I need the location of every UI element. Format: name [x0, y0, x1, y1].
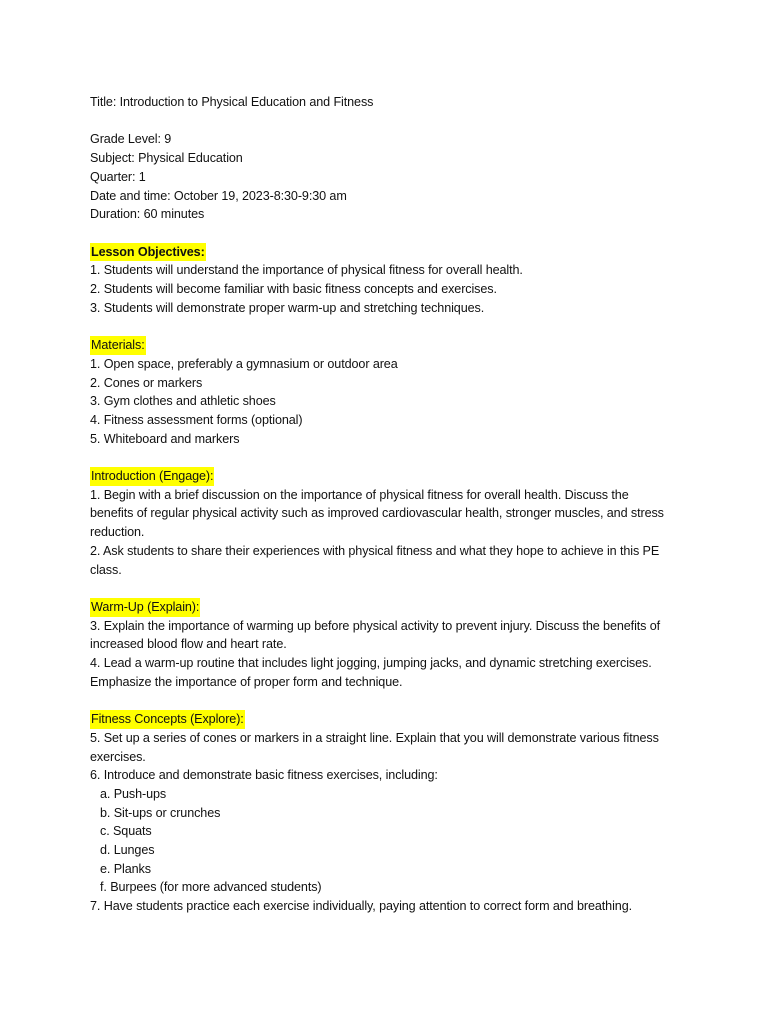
spacer — [90, 448, 690, 467]
fitness-heading-line — [90, 710, 690, 729]
material-item: 2. Cones or markers — [90, 375, 203, 390]
fitness-text-line: 5. Set up a series of cones or markers in a straight line. Explain that you will demonstrate various fitness — [90, 730, 659, 745]
fitness-text-line: exercises. — [90, 749, 146, 764]
spacer — [90, 224, 690, 243]
warmup-text-line: 3. Explain the importance of warming up before physical activity to prevent injury. Discuss the benefits of — [90, 618, 661, 633]
introduction-heading: Introduction (Engage): — [90, 467, 214, 486]
exercise-item: f. Burpees (for more advanced students) — [100, 880, 322, 895]
lesson-title: Title: Introduction to Physical Education and Fitness — [90, 95, 374, 109]
introduction-text-line: 2. Ask students to share their experiences with physical fitness and what they hope to achieve in this PE — [90, 543, 660, 558]
objectives-heading-line — [90, 243, 690, 262]
duration: Duration: 60 minutes — [90, 207, 205, 222]
exercise-item: e. Planks — [100, 861, 151, 876]
material-item: 4. Fitness assessment forms (optional) — [90, 412, 303, 427]
fitness-text-line: 6. Introduce and demonstrate basic fitness exercises, including: — [90, 768, 438, 783]
material-item: 5. Whiteboard and markers — [90, 431, 240, 446]
spacer — [90, 579, 690, 598]
materials-heading: Materials: — [90, 336, 146, 355]
warmup-text-line: 4. Lead a warm-up routine that includes light jogging, jumping jacks, and dynamic stretching exercises. — [90, 656, 652, 671]
spacer — [90, 317, 690, 336]
warmup-text-line: increased blood flow and heart rate. — [90, 637, 287, 652]
exercise-item: a. Push-ups — [100, 786, 167, 801]
lesson-plan-document — [90, 93, 690, 916]
objective-item: 2. Students will become familiar with basic fitness concepts and exercises. — [90, 282, 497, 296]
introduction-text-line: benefits of regular physical activity such as improved cardiovascular health, stronger muscles, and stress — [90, 506, 664, 521]
material-item: 3. Gym clothes and athletic shoes — [90, 394, 276, 409]
material-item: 1. Open space, preferably a gymnasium or outdoor area — [90, 356, 398, 371]
objective-item: 3. Students will demonstrate proper warm-up and stretching techniques. — [90, 300, 485, 315]
warmup-heading-line — [90, 598, 690, 617]
grade-level: Grade Level: 9 — [90, 132, 172, 147]
subject: Subject: Physical Education — [90, 151, 243, 166]
objective-item: 1. Students will understand the importance of physical fitness for overall health. — [90, 263, 523, 278]
spacer — [90, 691, 690, 710]
date-and-time: Date and time: October 19, 2023-8:30-9:30 am — [90, 188, 347, 203]
quarter: Quarter: 1 — [90, 169, 146, 184]
exercise-item: b. Sit-ups or crunches — [100, 805, 221, 820]
fitness-heading: Fitness Concepts (Explore): — [90, 710, 245, 729]
introduction-text-line: reduction. — [90, 525, 145, 540]
exercise-item: c. Squats — [100, 824, 152, 839]
objectives-heading: Lesson Objectives: — [90, 243, 206, 262]
materials-heading-line — [90, 336, 690, 355]
fitness-closing-line: 7. Have students practice each exercise individually, paying attention to correct form and breathing. — [90, 899, 632, 914]
warmup-text-line: Emphasize the importance of proper form and technique. — [90, 674, 403, 689]
warmup-heading: Warm-Up (Explain): — [90, 598, 200, 617]
introduction-text-line: class. — [90, 562, 122, 577]
spacer — [90, 112, 690, 131]
introduction-heading-line — [90, 467, 690, 486]
exercise-item: d. Lunges — [100, 843, 155, 858]
introduction-text-line: 1. Begin with a brief discussion on the importance of physical fitness for overall health. Discuss the — [90, 487, 629, 502]
